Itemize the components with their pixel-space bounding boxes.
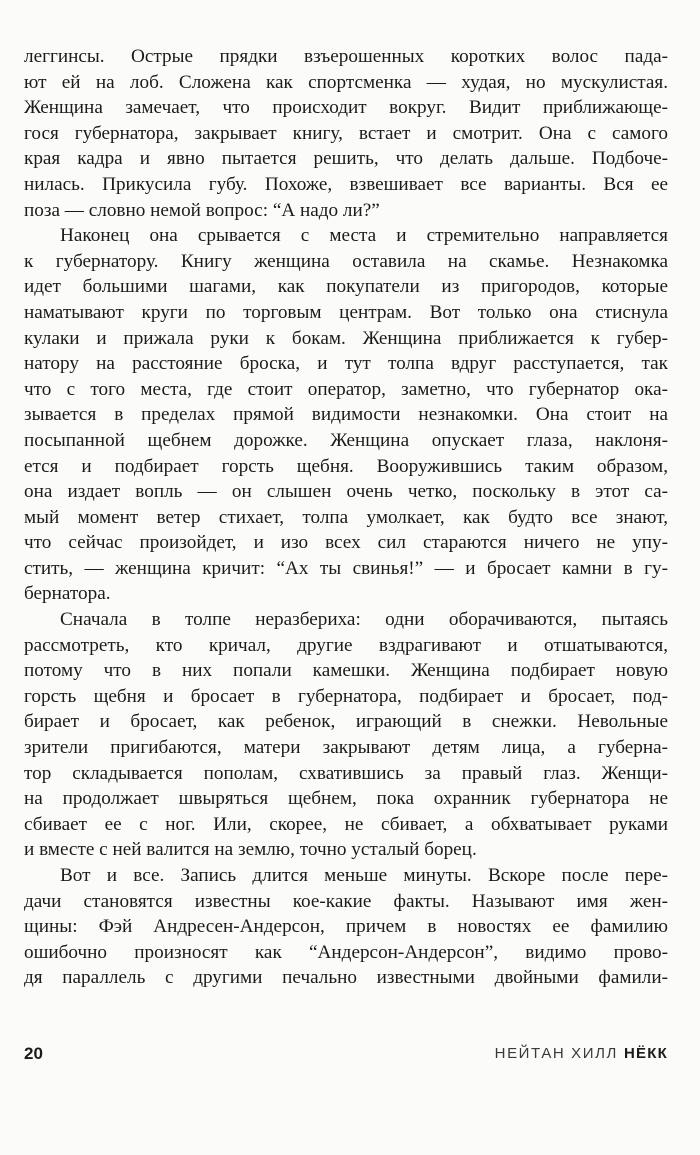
- author-name: НЕЙТАН ХИЛЛ: [494, 1045, 619, 1062]
- text-line: поза — словно немой вопрос: “А надо ли?”: [24, 199, 380, 221]
- text-line: ют ей на лоб. Сложена как спортсменка — худая, но мускулистая.: [24, 71, 668, 93]
- text-line: Вот и все. Запись длится меньше минуты. Вскоре после пере-: [60, 865, 668, 886]
- text-line: натору на расстояние броска, и тут толпа вдруг расступается, так: [24, 353, 668, 375]
- text-line: бернатора.: [24, 583, 111, 605]
- text-line: дачи становятся известны кое-какие факты. Называют имя жен-: [24, 890, 668, 912]
- paragraph: [24, 44, 668, 223]
- page-footer: [24, 1042, 668, 1066]
- text-line: она издает вопль — он слышен очень четко, поскольку в этот са-: [24, 481, 668, 503]
- text-line: что с того места, где стоит оператор, заметно, что губернатор ока-: [24, 378, 668, 400]
- text-line: сбивает ее с ног. Или, скорее, не сбивает, а обхватывает руками: [24, 813, 668, 835]
- text-line: горсть щебня и бросает в губернатора, подбирает и бросает, под-: [24, 685, 668, 707]
- text-line: Женщина замечает, что происходит вокруг. Видит приближающе-: [24, 97, 668, 119]
- text-line: стить, — женщина кричит: “Ах ты свинья!” — и бросает камни в гу-: [24, 557, 668, 579]
- text-line: посыпанной щебнем дорожке. Женщина опускает глаза, наклоня-: [24, 429, 668, 451]
- text-line: щины: Фэй Андресен-Андерсон, причем в новостях ее фамилию: [24, 916, 668, 938]
- text-line: что сейчас произойдет, и изо всех сил стараются ничего не упу-: [24, 532, 668, 554]
- text-line: потому что в них попали камешки. Женщина подбирает новую: [24, 660, 668, 682]
- paragraph: [24, 223, 668, 607]
- text-line: края кадра и явно пытается решить, что делать дальше. Подбоче-: [24, 148, 668, 170]
- text-line: рассмотреть, кто кричал, другие вздрагивают и отшатываются,: [24, 634, 668, 656]
- text-line: и вместе с ней валится на землю, точно усталый борец.: [24, 839, 477, 861]
- text-line: Сначала в толпе неразбериха: одни оборачиваются, пытаясь: [60, 609, 668, 631]
- text-line: идет большими шагами, как покупатели из пригородов, которые: [24, 276, 668, 298]
- paragraph: [24, 863, 668, 991]
- text-line: к губернатору. Книгу женщина оставила на скамье. Незнакомка: [24, 250, 668, 272]
- text-line: гося губернатора, закрывает книгу, встает и смотрит. Она с самого: [24, 122, 668, 144]
- body-text: [24, 44, 668, 991]
- text-line: зывается в пределах прямой видимости незнакомки. Она стоит на: [24, 404, 668, 426]
- text-line: леггинсы. Острые прядки взъерошенных коротких волос пада-: [24, 46, 668, 67]
- text-line: ошибочно произносят как “Андерсон-Андерсон”, видимо прово-: [24, 941, 668, 963]
- text-line: Наконец она срывается с места и стремительно направляется: [60, 225, 668, 247]
- paragraph: [24, 607, 668, 863]
- text-line: бирает и бросает, как ребенок, играющий в снежки. Невольные: [24, 711, 668, 733]
- page-number: 20: [24, 1044, 43, 1063]
- running-head: [495, 1042, 668, 1066]
- text-line: тор складывается пополам, схватившись за правый глаз. Женщи-: [24, 762, 668, 784]
- text-line: ется и подбирает горсть щебня. Вооружившись таким образом,: [24, 455, 668, 477]
- text-line: наматывают круги по торговым центрам. Вот только она стиснула: [24, 301, 668, 323]
- text-line: на продолжает швыряться щебнем, пока охранник губернатора не: [24, 788, 668, 810]
- text-line: нилась. Прикусила губу. Похоже, взвешивает все варианты. Вся ее: [24, 173, 668, 195]
- text-line: зрители пригибаются, матери закрывают детям лица, а губерна-: [24, 737, 668, 759]
- text-line: мый момент ветер стихает, толпа умолкает, как будто все знают,: [24, 506, 668, 528]
- text-line: кулаки и прижала руки к бокам. Женщина приближается к губер-: [24, 327, 668, 349]
- text-line: дя параллель с другими печально известными двойными фамили-: [24, 967, 668, 989]
- book-title: НЁКК: [624, 1045, 668, 1062]
